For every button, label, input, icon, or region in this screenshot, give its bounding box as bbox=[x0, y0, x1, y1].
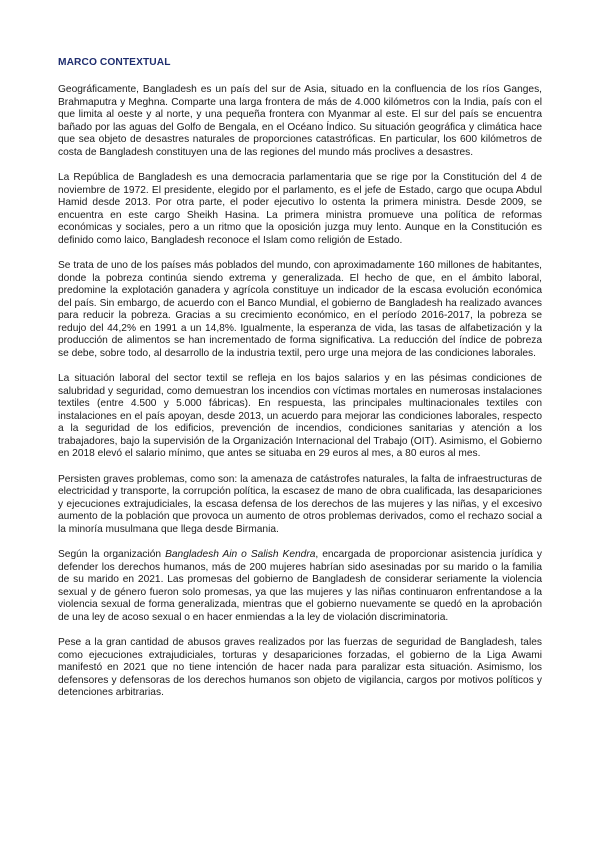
paragraph-geography: Geográficamente, Bangladesh es un país del sur de Asia, situado en la confluencia de los ríos Ganges, Brahmaputra y Meghna. Comparte una larga frontera de más de 4.000 kilómetros con la India, país con el que limita al oeste y al norte, y una pequeña frontera con Myanmar al este. El sur del país se encuentra bañado por las aguas del Golfo de Bengala, en el Océano Índico. Su situación geográfica y climática hace que sea objeto de desastres naturales de proporciones catastróficas. En particular, los 600 kilómetros de costa de Bangladesh constituyen una de las regiones del mundo más proclives a desastres. bbox=[58, 84, 542, 158]
paragraph-politics: La República de Bangladesh es una democracia parlamentaria que se rige por la Constitución del 4 de noviembre de 1972. El presidente, elegido por el parlamento, es el jefe de Estado, cargo que ocupa Abdul Hamid desde 2013. Por otra parte, el poder ejecutivo lo ostenta la primera ministra. Desde 2009, se encuentra en este cargo Sheikh Hasina. La primera ministra promueve una política de reformas económicas y sociales, pero a un ritmo que la oposición juzga muy lento. Aunque en la Constitución es definido como laico, Bangladesh reconoce el Islam como religión de Estado. bbox=[58, 172, 542, 246]
section-heading: MARCO CONTEXTUAL bbox=[58, 57, 171, 68]
paragraph-problems: Persisten graves problemas, como son: la amenaza de catástrofes naturales, la falta de infraestructuras de electricidad y transporte, la corrupción política, la escasez de mano de obra cualificada, las desapariciones y ejecuciones extrajudiciales, la escasa defensa de los derechos de las mujeres y las niñas, y el excesivo aumento de la población que provoca un aumento de otros problemas derivados, como el rechazo social a la minoría musulmana que llega desde Birmania. bbox=[58, 473, 542, 535]
paragraph-security-abuses: Pese a la gran cantidad de abusos graves realizados por las fuerzas de seguridad de Bangladesh, tales como ejecuciones extrajudiciales, torturas y desapariciones forzadas, el gobierno de la Liga Awami manifestó en 2021 que no tiene intención de hacer nada para paralizar esta situación. Asimismo, los defensores y defensoras de los derechos humanos son objeto de vigilancia, cargos por motivos políticos y detenciones arbitrarias. bbox=[58, 637, 542, 698]
organization-name: Bangladesh Ain o Salish Kendra bbox=[165, 549, 316, 560]
paragraph-womens-rights-intro: Según la organización bbox=[58, 549, 166, 560]
paragraph-economy: Se trata de uno de los países más poblados del mundo, con aproximadamente 160 millones de habitantes, donde la pobreza continúa siendo extrema y generalizada. El hecho de que, en el ámbito laboral, predomine la explotación ganadera y agrícola constituye un indicador de la escasa evolución económica del país. Sin embargo, de acuerdo con el Banco Mundial, el gobierno de Bangladesh ha realizado avances para reducir la pobreza. Gracias a su crecimiento económico, en el período 2016-2017, la pobreza se redujo del 44,2% en 1991 a un 14,8%. Igualmente, la esperanza de vida, las tasas de alfabetización y la producción de alimentos se han incrementado de forma significativa. La reducción del índice de pobreza se debe, sobre todo, al desarrollo de la industria textil, pero urge una mejora de las condiciones laborales. bbox=[58, 260, 542, 359]
paragraph-womens-rights bbox=[58, 549, 542, 624]
paragraph-womens-rights-body: , encargada de proporcionar asistencia jurídica y defender los derechos humanos, más de 200 mujeres habrían sido asesinadas por su marido o la familia de su marido en 2021. Las promesas del gobierno de Bangladesh de considerar seriamente la violencia sexual y de género fueron solo promesas, ya que las mujeres y las niñas continuaron enfrentandose a la violencia sexual de forma generalizada, mientras que el gobierno nuevamente se quedó en la aprobación de una ley de acoso sexual o en hacer enmiendas a la ley de violación discriminatoria. bbox=[58, 549, 542, 623]
paragraph-textile-sector: La situación laboral del sector textil se refleja en los bajos salarios y en las pésimas condiciones de salubridad y seguridad, como demuestran los incendios con víctimas mortales en numerosas instalaciones textiles (entre 4.500 y 5.000 fábricas). En respuesta, las principales multinacionales textiles con instalaciones en el país apoyan, desde 2013, un acuerdo para mejorar las condiciones laborales, respecto a la seguridad de los edificios, prevención de incendios, condiciones sanitarias y atención a los trabajadores, bajo la supervisión de la Organización Internacional del Trabajo (OIT). Asimismo, el Gobierno en 2018 elevó el salario mínimo, que antes se situaba en 29 euros al mes, a 80 euros al mes. bbox=[58, 373, 542, 459]
